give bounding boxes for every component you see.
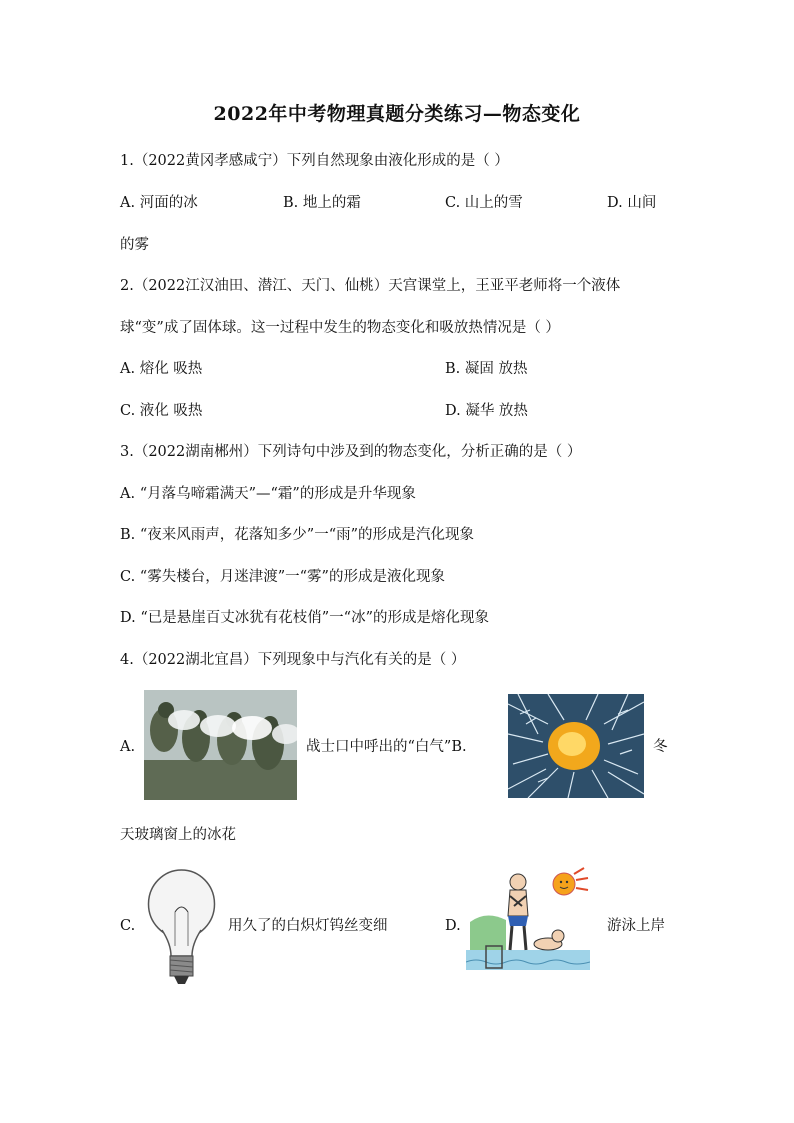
q2-option-d: D. 凝华 放热 [445,403,528,419]
q2-option-b: B. 凝固 放热 [445,361,528,377]
q3-option-d: D. “已是悬崖百丈冰犹有花枝俏”一“冰”的形成是熔化现象 [120,610,489,626]
q1-option-b: B. 地上的霜 [283,195,361,211]
question-4-stem: 4.（2022湖北宜昌）下列现象中与汽化有关的是（ ） [120,652,466,668]
swimmer-image [466,866,590,978]
q2-option-a: A. 熔化 吸热 [120,361,203,377]
q2-option-c: C. 液化 吸热 [120,403,203,419]
question-2-stem-line-2: 球“变”成了固体球。这一过程中发生的物态变化和吸放热情况是（ ） [120,320,560,336]
question-3-stem: 3.（2022湖南郴州）下列诗句中涉及到的物态变化，分析正确的是（ ） [120,444,582,460]
frost-window-image [508,694,644,798]
q3-option-c: C. “雾失楼台，月迷津渡”一“雾”的形成是液化现象 [120,569,445,585]
question-1-stem: 1.（2022黄冈孝感咸宁）下列自然现象由液化形成的是（ ） [120,153,509,169]
q4-option-b-text-2: 天玻璃窗上的冰花 [120,827,236,843]
q4-option-c-text: 用久了的白炽灯钨丝变细 [228,918,388,934]
q3-option-b: B. “夜来风雨声，花落知多少”一“雨”的形成是汽化现象 [120,527,475,543]
q1-option-d: D. 山间 [607,195,657,211]
q4-option-c-letter: C. [120,918,136,934]
q1-option-d-continuation: 的雾 [120,237,149,253]
q3-option-a: A. “月落乌啼霜满天”—“霜”的形成是升华现象 [120,486,416,502]
q4-option-d-letter: D. [445,918,461,934]
q4-option-b-text-1: 冬 [653,739,668,755]
question-2-stem-line-1: 2.（2022江汉油田、潜江、天门、仙桃）天宫课堂上，王亚平老师将一个液体 [120,278,621,294]
q4-option-a-text: 战士口中呼出的“白气”B. [306,739,467,755]
light-bulb-image [145,866,218,986]
page-title: 2022年中考物理真题分类练习—物态变化 [213,103,581,125]
q4-option-a-letter: A. [120,739,136,755]
q1-option-c: C. 山上的雪 [445,195,523,211]
q1-option-a: A. 河面的冰 [120,195,198,211]
soldiers-breath-image [144,690,297,800]
q4-option-d-text: 游泳上岸 [607,918,665,934]
